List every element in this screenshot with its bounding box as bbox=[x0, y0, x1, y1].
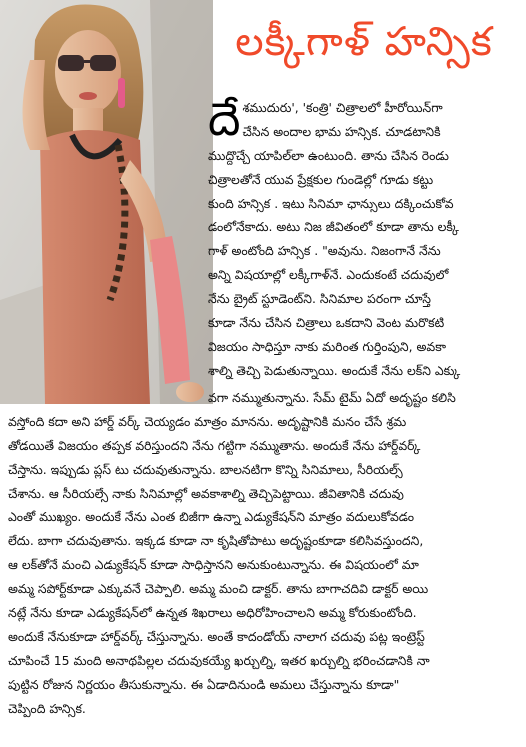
body-line: చేసిన అందాల భామ హన్సిక. చూడటానికి bbox=[242, 123, 441, 139]
body-line: చేస్తాను. ఇప్పుడు ప్లస్ టు చదువుతున్నాను. బాలనటిగా కొన్ని సినిమాలు, సీరియల్స్ bbox=[8, 461, 403, 477]
body-line: కుంది హన్సిక . ఇటు సినిమా ఛాన్సులు దక్కించుకోవ bbox=[208, 195, 454, 211]
body-line: తోడయితే విజయం తప్పక వరిస్తుందని నేను గట్టిగా నమ్ముతాను. అందుకే నేను హార్డ్‌వర్క్ bbox=[8, 437, 421, 453]
body-line: శాల్ని తెచ్చి పెడుతున్నాయి. అందుకే నేను లక్‌ని ఎక్కు bbox=[208, 362, 461, 378]
drop-cap: దే bbox=[208, 92, 241, 146]
body-line: అందుకే నేనుకూడా హార్డ్‌వర్క్ చేస్తున్నాను. అంతే కాదండోయ్ నాలాగ చదువు పట్ల ఇంట్రెస్ట్ bbox=[8, 628, 425, 644]
body-line: చేశాను. ఆ సీరియల్సే నాకు సినిమాల్లో అవకాశాల్ని తెచ్చిపెట్టాయి. జీవితానికి చదువు bbox=[8, 485, 404, 501]
body-line: అన్ని విషయాల్లో లక్కీగాళ్‌నే. ఎందుకంటే చదువులో bbox=[208, 267, 449, 283]
body-line: నట్లే నేను కూడా ఎడ్యుకేషన్‌లో ఉన్నత శిఖరాలు అధిరోహించాలని అమ్మ కోరుకుంటోంది. bbox=[8, 605, 417, 621]
body-line: లేదు. బాగా చదువుతాను. ఇక్కడ కూడా నా కృషితోపాటు అదృష్టంకూడా కలిసివస్తుందని, bbox=[8, 533, 424, 549]
body-line: విజయం సాధిస్తూ నాకు మరింత గుర్తింపుని, అవకా bbox=[208, 338, 446, 354]
body-line: చూపించే 15 మంది అనాథపిల్లల చదువుకయ్యే ఖర్చుల్ని, ఇతర ఖర్చుల్ని భరించడానికి నా bbox=[8, 652, 430, 668]
body-line: చెప్పింది హన్సిక. bbox=[8, 700, 86, 716]
article-title: లక్కీగాళ్ హన్సిక bbox=[235, 19, 493, 65]
body-line: నేను బ్రైట్ స్టూడెంట్‌ని. సినిమాల పరంగా చూస్తే bbox=[208, 291, 431, 307]
body-line: వగా నమ్ముతున్నాను. సేమ్ టైమ్ ఏదో అదృష్టం కలిసి bbox=[208, 390, 456, 405]
article-intro-column bbox=[208, 92, 518, 383]
body-line: వస్తోంది కదా అని హార్డ్ వర్క్ చెయ్యడం మాత్రం మానను. అదృష్టానికి మనం చేసే శ్రమ bbox=[8, 413, 407, 429]
body-line: పుట్టిన రోజున నిర్ణయం తీసుకున్నాను. ఈ ఏడాదినుండి అమలు చేస్తున్నాను కూడా" bbox=[8, 676, 400, 692]
body-line: కూడా నేను చేసిన చిత్రాలు ఒకదాని వెంట మరొకటి bbox=[208, 315, 445, 331]
article-body-column bbox=[8, 386, 518, 720]
body-line: డంలోనేకాదు. అటు నిజ జీవితంలో కూడా తాను లక్కీ bbox=[208, 219, 459, 235]
body-line: గాళ్ అంటోంది హన్సిక . "అవును. నిజంగానే నేను bbox=[208, 243, 441, 259]
hansika-photo bbox=[0, 0, 213, 404]
body-line: అమ్మ సపోర్ట్‌కూడా ఎక్కువనే చెప్పాలి. అమ్మ మంచి డాక్టర్. తాను బాగాచదివి డాక్టర్ అయి bbox=[8, 581, 429, 597]
body-line: ముద్దొచ్చే యాపిల్‌లా ఉంటుంది. తాను చేసిన రెండు bbox=[208, 147, 449, 163]
body-line-text: శముదురు', 'కంత్రి' చిత్రాలలో హీరోయిన్‌గా bbox=[242, 100, 443, 115]
body-line: ఆ లక్‌తోనే మంచి ఎడ్యుకేషన్ కూడా సాధిస్తానని అనుకుంటున్నాను. ఈ విషయంలో మా bbox=[8, 557, 419, 573]
body-line: ఎంతో ముఖ్యం. అందుకే నేను ఎంత బిజీగా ఉన్నా ఎడ్యుకేషన్‌ని మాత్రం వదులుకోవడం bbox=[8, 509, 415, 525]
body-line: చిత్రాలతోనే యువ ప్రేక్షకుల గుండెల్లో గూడు కట్టు bbox=[208, 171, 434, 187]
